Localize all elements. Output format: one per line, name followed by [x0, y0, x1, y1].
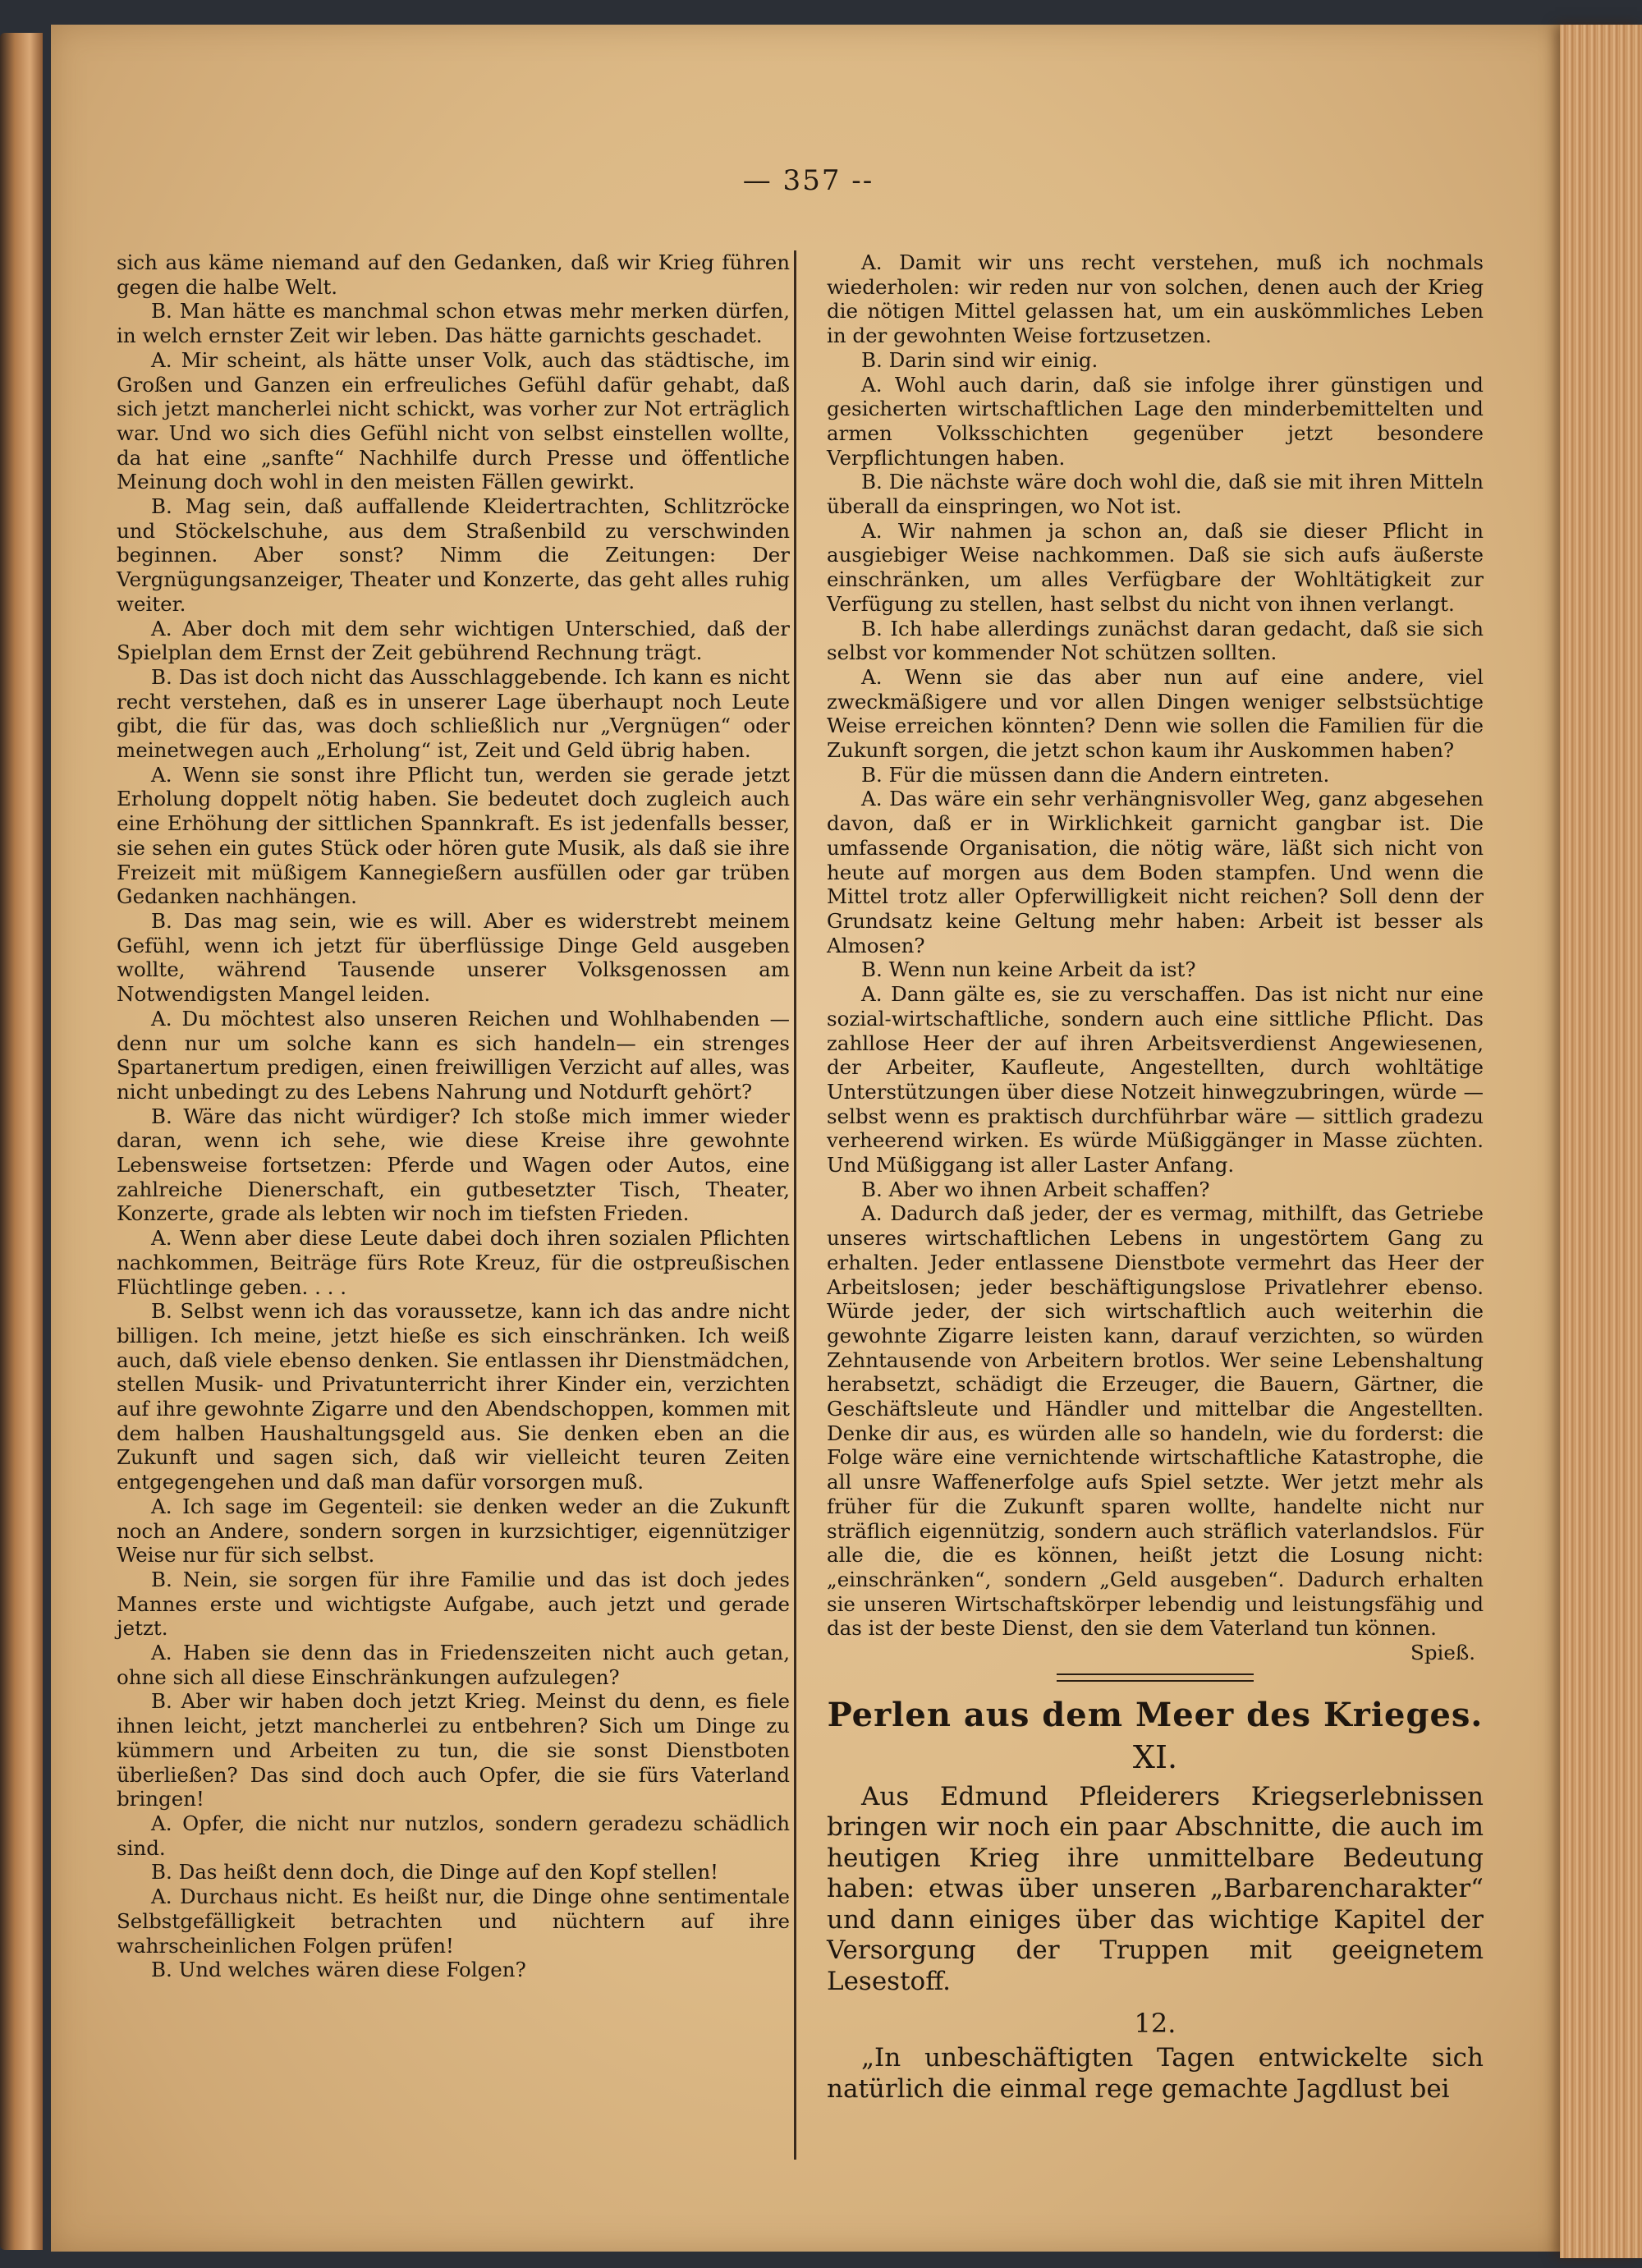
right-column-paragraph: A. Dadurch daß jeder, der es vermag, mithilft, das Getriebe unseres wirtschaftlichen Lebens in ungestörtem Gang zu erhalten. Jeder entlassene Dienstbote vermehrt das Heer der Arbeitslosen; jeder beschäftigungslose Privatlehrer ebenso. Würde jeder, der sich wirtschaftlich auch weiterhin die gewohnte Zigarre leisten kann, darauf verzichten, so würden Zehntausende von Arbeitern brotlos. Wer seine Lebenshaltung herabsetzt, schädigt die Erzeuger, die Bauern, Gärtner, die Geschäftsleute und Händler und mittelbar die Angestellten. Denke dir aus, es würden alle so handeln, wie du forderst: die Folge wäre eine vernichtende wirtschaftliche Katastrophe, die all unsre Waffenerfolge aufs Spiel setzte. Wer jetzt mehr als früher für die Zukunft sparen wollte, handelte nicht nur sträflich eigennützig, sondern auch sträflich vaterlandslos. Für alle die, die es können, heißt jetzt die Losung nicht: „einschränken“, sondern „Geld ausgeben“. Dadurch erhalten sie unseren Wirtschaftskörper lebendig und leistungsfähig und das ist der beste Dienst, den sie dem Vaterland tun können.	[827, 1201, 1484, 1641]
left-column-paragraph: B. Wäre das nicht würdiger? Ich stoße mich immer wieder daran, wenn ich sehe, wie diese Kreise ihre gewohnte Lebensweise fortsetzen: Pferde und Wagen oder Autos, eine zahlreiche Dienerschaft, ein gutbesetzter Tisch, Theater, Konzerte, grade als lebten wir noch im tiefsten Frieden.	[117, 1104, 790, 1226]
right-column-paragraph: B. Darin sind wir einig.	[861, 347, 1098, 372]
left-column-paragraph: B. Das mag sein, wie es will. Aber es widerstrebt meinem Gefühl, wenn ich jetzt für überflüssige Dinge Geld ausgeben wollte, während Tausende unserer Volksgenossen am Notwendigsten Mangel leiden.	[117, 908, 790, 1007]
column-divider	[794, 250, 796, 2160]
left-column-paragraph: B. Das ist doch nicht das Ausschlaggebende. Ich kann es nicht recht verstehen, daß es in unserer Lage überhaupt noch Leute gibt, die für das, was doch schließlich nur „Vergnügen“ oder meinetwegen auch „Erholung“ ist, Zeit und Geld übrig haben.	[117, 664, 790, 763]
right-column-paragraph: A. Wenn sie das aber nun auf eine andere, viel zweckmäßigere und vor allen Dingen weniger selbstsüchtige Weise erreichen könnten? Denn wie sollen die Familien für die Zukunft sorgen, die jetzt schon kaum ihr Auskommen haben?	[827, 664, 1484, 763]
left-column-paragraph: B. Mag sein, daß auffallende Kleidertrachten, Schlitzröcke und Stöckelschuhe, aus dem Straßenbild zu verschwinden beginnen. Aber sonst? Nimm die Zeitungen: Der Vergnügungsanzeiger, Theater und Konzerte, das geht alles ruhig weiter.	[117, 494, 790, 616]
right-column-paragraph: B. Die nächste wäre doch wohl die, daß sie mit ihren Mitteln überall da einspringen, wo Not ist.	[827, 470, 1484, 519]
left-column-paragraph: A. Wenn sie sonst ihre Pflicht tun, werden sie gerade jetzt Erholung doppelt nötig haben. Sie bedeutet doch zugleich auch eine Erhöhung der sittlichen Spannkraft. Es ist jedenfalls besser, sie sehen ein gutes Stück oder hören gute Musik, als daß sie ihre Freizeit mit müßigem Kannegießern ausfüllen oder gar trüben Gedanken nachhängen.	[117, 762, 790, 909]
left-column-paragraph: A. Wenn aber diese Leute dabei doch ihren sozialen Pflichten nachkommen, Beiträge fürs Rote Kreuz, für die ostpreußischen Flüchtlinge geben. . . .	[117, 1226, 790, 1299]
left-column-paragraph: A. Du möchtest also unseren Reichen und Wohlhabenden —denn nur um solche kann es sich handeln— ein strenges Spartanertum predigen, einen freiwilligen Verzicht auf alles, was nicht unbedingt zu des Lebens Nahrung und Notdurft gehört?	[117, 1006, 790, 1104]
right-column-dialogue	[827, 250, 1484, 1641]
section-title: Perlen aus dem Meer des Krieges.	[827, 1695, 1484, 1734]
right-column	[827, 250, 1484, 2105]
left-column-paragraph: sich aus käme niemand auf den Gedanken, daß wir Krieg führen gegen die halbe Welt.	[117, 250, 790, 299]
right-column-paragraph: A. Dann gälte es, sie zu verschaffen. Das ist nicht nur eine sozial-wirtschaftliche, sondern auch eine sittliche Pflicht. Das zahllose Heer der auf ihren Arbeitsverdienst Angewiesenen, der Arbeiter, Kaufleute, Angestellten, durch wohltätige Unterstützungen über diese Notzeit hinwegzubringen, würde — selbst wenn es praktisch durchführbar wäre — sittlich gradezu verheerend wirken. Es würde Müßiggänger in Masse züchten. Und Müßiggang ist aller Laster Anfang.	[827, 982, 1484, 1178]
right-column-paragraph: A. Das wäre ein sehr verhängnisvoller Weg, ganz abgesehen davon, daß er in Wirklichkeit garnicht gangbar ist. Die umfassende Organisation, die nötig wäre, läßt sich nicht von heute auf morgen aus dem Boden stampfen. Und wenn die Mittel trotz aller Opferwilligkeit nicht reichen? Soll denn der Grundsatz keine Geltung mehr haben: Arbeit ist besser als Almosen?	[827, 787, 1484, 957]
left-column-paragraph: A. Haben sie denn das in Friedenszeiten nicht auch getan, ohne sich all diese Einschränkungen aufzulegen?	[117, 1641, 790, 1689]
left-column-paragraph: B. Und welches wären diese Folgen?	[151, 1958, 526, 1982]
right-column-paragraph: B. Ich habe allerdings zunächst daran gedacht, daß sie sich selbst vor kommender Not schützen sollten.	[827, 616, 1484, 665]
left-column-paragraph: A. Opfer, die nicht nur nutzlos, sondern geradezu schädlich sind.	[117, 1811, 790, 1860]
left-column-paragraph: B. Aber wir haben doch jetzt Krieg. Meinst du denn, es fiele ihnen leicht, jetzt mancherlei zu entbehren? Sich um Dinge zu kümmern und Arbeiten zu tun, die sie sonst Dienstboten überließen? Das sind doch auch Opfer, die sie fürs Vaterland bringen!	[117, 1689, 790, 1811]
left-column-paragraph: A. Aber doch mit dem sehr wichtigen Unterschied, daß der Spielplan dem Ernst der Zeit gebührend Rechnung trägt.	[117, 616, 790, 665]
right-column-paragraph: A. Wohl auch darin, daß sie infolge ihrer günstigen und gesicherten wirtschaftlichen Lage den minderbemittelten und armen Volksschichten gegenüber jetzt besondere Verpflichtungen haben.	[827, 372, 1484, 470]
left-column-paragraph: A. Mir scheint, als hätte unser Volk, auch das städtische, im Großen und Ganzen ein erfreuliches Gefühl dafür gehabt, daß sich jetzt mancherlei nicht schickt, was vorher zur Not erträglich war. Und wo sich dies Gefühl nicht von selbst einstellen wollte, da hat eine „sanfte“ Nachhilfe durch Presse und öffentliche Meinung doch wohl in den meisten Fällen gewirkt.	[117, 347, 790, 494]
book-page	[51, 25, 1566, 2252]
author-signature: Spieß.	[1410, 1641, 1475, 1665]
subsection-number: 12.	[1134, 2008, 1176, 2040]
page-stack-edge	[1560, 25, 1642, 2258]
page-number: — 357 --	[742, 164, 874, 197]
left-column-paragraph: A. Ich sage im Gegenteil: sie denken weder an die Zukunft noch an Andere, sondern sorgen in kurzsichtiger, eigennütziger Weise nur für sich selbst.	[117, 1494, 790, 1568]
section-separator	[1057, 1673, 1254, 1682]
quote-start: „In unbeschäftigten Tagen entwickelte sich natürlich die einmal rege gemachte Jagdlust bei	[827, 2043, 1484, 2104]
right-column-paragraph: B. Wenn nun keine Arbeit da ist?	[861, 957, 1196, 982]
right-column-paragraph: B. Aber wo ihnen Arbeit schaffen?	[861, 1177, 1210, 1201]
right-column-paragraph: B. Für die müssen dann die Andern eintreten.	[861, 762, 1330, 787]
right-column-paragraph: A. Damit wir uns recht verstehen, muß ich nochmals wiederholen: wir reden nur von solchen, denen auch der Krieg die nötigen Mittel gelassen hat, um ein auskömmliches Leben in der gewohnten Weise fortzusetzen.	[827, 250, 1484, 348]
adjacent-page-edge	[0, 33, 43, 2250]
section-numeral: XI.	[1132, 1738, 1178, 1775]
section-intro: Aus Edmund Pfleiderers Kriegserlebnissen bringen wir noch ein paar Abschnitte, die auch im heutigen Krieg ihre unmittelbare Bedeutung haben: etwas über unseren „Barbarencharakter“ und dann einiges über das wichtige Kapitel der Versorgung der Truppen mit geeignetem Lesestoff.	[827, 1781, 1484, 1996]
left-column-paragraph: B. Man hätte es manchmal schon etwas mehr merken dürfen, in welch ernster Zeit wir leben. Das hätte garnichts geschadet.	[117, 299, 790, 348]
left-column-paragraph: B. Nein, sie sorgen für ihre Familie und das ist doch jedes Mannes erste und wichtigste Aufgabe, auch jetzt und gerade jetzt.	[117, 1567, 790, 1641]
left-column-paragraph: B. Selbst wenn ich das voraussetze, kann ich das andre nicht billigen. Ich meine, jetzt hieße es sich einschränken. Ich weiß auch, daß viele ebenso denken. Sie entlassen ihr Dienstmädchen, stellen Musik- und Privatunterricht ihrer Kinder ein, verzichten auf ihre gewohnte Zigarre und den Abendschoppen, kommen mit dem halben Haushaltungsgeld aus. Sie denken eben an die Zukunft und sagen sich, daß wir vielleicht teuren Zeiten entgegengehen und daß man dafür vorsorgen muß.	[117, 1299, 790, 1494]
right-column-paragraph: A. Wir nahmen ja schon an, daß sie dieser Pflicht in ausgiebiger Weise nachkommen. Daß sie sich aufs äußerste einschränken, um alles Verfügbare der Wohltätigkeit zur Verfügung zu stellen, hast selbst du nicht von ihnen verlangt.	[827, 518, 1484, 616]
left-column-paragraph: B. Das heißt denn doch, die Dinge auf den Kopf stellen!	[151, 1860, 719, 1885]
left-column-paragraph: A. Durchaus nicht. Es heißt nur, die Dinge ohne sentimentale Selbstgefälligkeit betrachten und nüchtern auf ihre wahrscheinlichen Folgen prüfen!	[117, 1885, 790, 1958]
left-column	[117, 250, 790, 1982]
